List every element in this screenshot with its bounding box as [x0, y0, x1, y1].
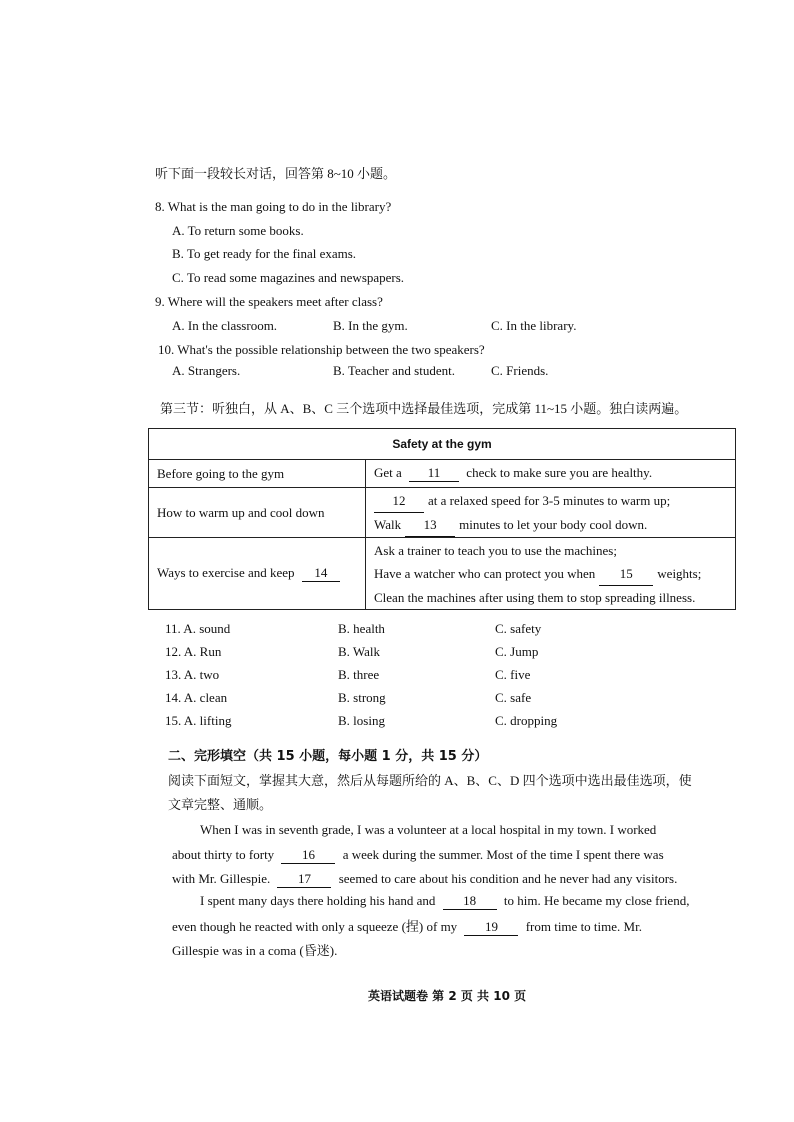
section-instruction: 听下面一段较长对话，回答第 8~10 小题。: [155, 166, 397, 181]
section-instruction: 文章完整、通顺。: [168, 797, 273, 812]
option: 14. A. clean: [165, 690, 228, 705]
answer-blank[interactable]: 18: [443, 893, 497, 910]
question-stem: 10. What's the possible relationship between the two speakers?: [158, 342, 485, 357]
table-title: Safety at the gym: [149, 429, 736, 460]
answer-blank[interactable]: 14: [302, 565, 340, 582]
answer-blank[interactable]: 12: [374, 489, 424, 513]
option: B. health: [338, 621, 385, 636]
option: B. losing: [338, 713, 385, 728]
table-cell: Get a 11 check to make sure you are healthy.: [366, 460, 736, 488]
passage-line: Gillespie was in a coma (昏迷).: [172, 943, 338, 958]
answer-blank[interactable]: 15: [599, 562, 653, 586]
option: C. Jump: [495, 644, 539, 659]
answer-blank[interactable]: 16: [281, 847, 335, 864]
option: B. Teacher and student.: [333, 363, 455, 378]
option: C. To read some magazines and newspapers.: [172, 270, 405, 285]
section-heading: 二、完形填空（共 15 小题，每小题 1 分，共 15 分）: [168, 749, 488, 764]
answer-blank[interactable]: 11: [409, 465, 459, 482]
option: 12. A. Run: [165, 644, 222, 659]
option: C. safety: [495, 621, 542, 636]
option: C. dropping: [495, 713, 558, 728]
question-stem: 9. Where will the speakers meet after class?: [155, 294, 383, 309]
passage-line: about thirty to forty 16 a week during the summer. Most of the time I spent there was: [172, 847, 664, 862]
option: B. To get ready for the final exams.: [172, 246, 357, 261]
option: 13. A. two: [165, 667, 220, 682]
section-instruction: 阅读下面短文，掌握其大意，然后从每题所给的 A、B、C、D 四个选项中选出最佳选项，使: [168, 773, 692, 788]
option: B. In the gym.: [333, 318, 408, 333]
question-stem: 8. What is the man going to do in the library?: [155, 199, 392, 214]
table-cell: 12 at a relaxed speed for 3-5 minutes to warm up; Walk 13 minutes to let your body cool down.: [366, 488, 736, 538]
option: 15. A. lifting: [165, 713, 232, 728]
passage-line: even though he reacted with only a squeeze (捏) of my 19 from time to time. Mr.: [172, 919, 642, 934]
option: C. five: [495, 667, 531, 682]
table-row-label: Before going to the gym: [149, 460, 366, 488]
page-footer: 英语试题卷 第 2 页 共 10 页: [368, 989, 527, 1003]
option: A. To return some books.: [172, 223, 304, 238]
option: C. Friends.: [491, 363, 549, 378]
passage-line: When I was in seventh grade, I was a volunteer at a local hospital in my town. I worked: [200, 822, 657, 837]
passage-line: I spent many days there holding his hand and 18 to him. He became my close friend,: [200, 893, 690, 908]
answer-blank[interactable]: 13: [405, 513, 455, 537]
option: A. In the classroom.: [172, 318, 278, 333]
option: A. Strangers.: [172, 363, 241, 378]
table-cell: Ask a trainer to teach you to use the machines; Have a watcher who can protect you when 15 weights; Clean the machines after using them to stop spreading illness.: [366, 538, 736, 610]
option: B. strong: [338, 690, 386, 705]
table-row-label: How to warm up and cool down: [149, 488, 366, 538]
table-row-label: Ways to exercise and keep 14: [149, 538, 366, 610]
option: C. safe: [495, 690, 532, 705]
option: 11. A. sound: [165, 621, 231, 636]
option: C. In the library.: [491, 318, 577, 333]
passage-line: with Mr. Gillespie. 17 seemed to care about his condition and he never had any visitors.: [172, 871, 678, 886]
answer-blank[interactable]: 17: [277, 871, 331, 888]
option: B. three: [338, 667, 380, 682]
answer-blank[interactable]: 19: [464, 919, 518, 936]
option: B. Walk: [338, 644, 381, 659]
gym-safety-table: [148, 428, 736, 610]
section-instruction: 第三节：听独白，从 A、B、C 三个选项中选择最佳选项，完成第 11~15 小题。独白读两遍。: [160, 401, 688, 416]
